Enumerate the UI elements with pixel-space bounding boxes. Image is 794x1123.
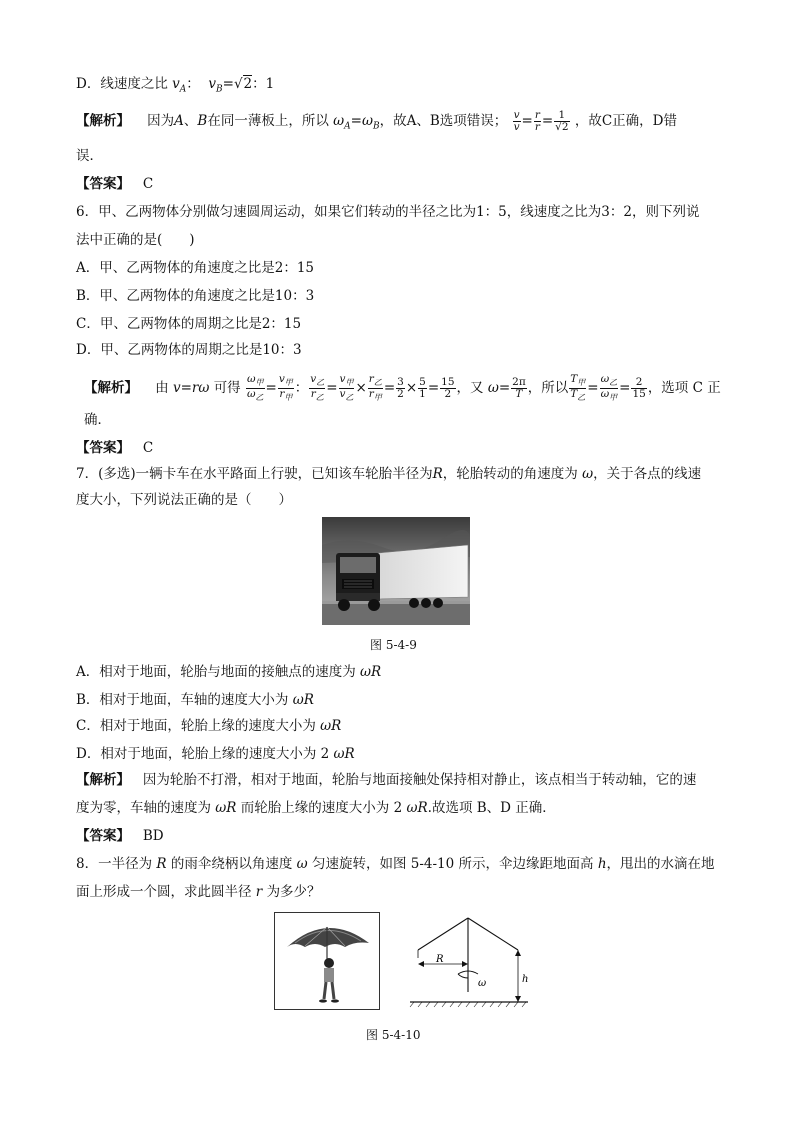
fraction <box>396 377 405 400</box>
text: 因为 <box>147 113 175 129</box>
text: 因为轮胎不打滑，相对于地面，轮胎与地面接触处保持相对静止，该点相当于转动轴，它的速 <box>142 772 697 788</box>
text: 为多少？ <box>266 884 321 900</box>
symbol: r <box>368 373 374 385</box>
subscript: 甲 <box>609 393 618 403</box>
subscript: 甲 <box>345 378 354 388</box>
subscript: A <box>344 121 351 132</box>
symbol: h <box>597 856 607 872</box>
fraction <box>631 377 646 400</box>
subscript: B <box>216 84 223 95</box>
symbol: B <box>197 113 208 129</box>
figure-caption: 图 5-4-9 <box>370 638 417 652</box>
numerator <box>309 374 325 389</box>
denominator <box>368 389 383 403</box>
q8-stem <box>76 854 715 874</box>
q7-answer <box>76 826 164 846</box>
text: D．相对于地面，轮胎上缘的速度大小为 2 <box>76 746 330 762</box>
denominator: r <box>534 121 540 133</box>
denominator: v <box>513 121 520 133</box>
fraction <box>339 374 355 403</box>
subscript: 乙 <box>345 393 354 403</box>
subscript: 乙 <box>373 378 382 388</box>
subscript: 乙 <box>609 378 618 388</box>
text: 8．一半径为 <box>76 856 153 872</box>
text: = <box>587 380 599 397</box>
text: ，甩出的水滴在地 <box>606 856 715 872</box>
q6-stem: 6．甲、乙两物体分别做匀速圆周运动，如果它们转动的半径之比为1：5，线速度之比为3：2，则下列说 <box>76 204 700 220</box>
subscript: 乙 <box>315 393 324 403</box>
subscript: 乙 <box>316 378 325 388</box>
fraction <box>309 374 325 403</box>
text: = <box>498 380 511 397</box>
text: × <box>355 380 367 397</box>
subscript: 乙 <box>255 393 264 403</box>
answer-label: 【答案】 <box>76 176 130 192</box>
symbol: r <box>310 388 316 401</box>
prev-analysis: 【解析】 因为A、B在同一薄板上，所以 $\omega_A=\omega_B$，故A、B选项错误； $\frac{v}{v}$ = $\frac{r}{r}$ = $\frac{1}{√2}$ ，故C正确，D错 <box>76 109 677 133</box>
text: D．线速度之比 <box>76 76 168 92</box>
numerator <box>339 374 355 389</box>
answer-value: C <box>142 176 154 192</box>
fraction <box>440 377 455 400</box>
symbol: A <box>174 113 184 129</box>
text: = <box>222 76 234 92</box>
text: A．相对于地面，轮胎与地面的接触点的速度为 <box>76 664 356 680</box>
numerator: 2π <box>512 376 526 389</box>
symbol: ω <box>246 388 256 401</box>
text: × <box>405 380 418 397</box>
symbol: T <box>570 388 578 401</box>
symbol: v <box>339 373 346 385</box>
denominator <box>339 389 355 403</box>
symbol: v <box>208 76 216 92</box>
analysis-label: 【解析】 <box>76 772 130 788</box>
q7-option-a <box>76 662 381 682</box>
q7-option-b <box>76 690 314 710</box>
answer-value: C <box>142 440 154 456</box>
text: 的雨伞绕柄以角速度 <box>170 856 293 872</box>
symbol: R <box>432 466 443 482</box>
symbol: r <box>368 388 374 401</box>
text: = <box>326 380 338 397</box>
denominator: 15 <box>632 388 646 401</box>
answer-label: 【答案】 <box>76 440 130 456</box>
symbol: T <box>570 373 578 385</box>
q6-analysis-cont: 确． <box>84 412 111 428</box>
fraction <box>511 377 527 400</box>
text: = <box>541 113 554 129</box>
text: = <box>619 380 631 397</box>
q6-answer <box>76 438 153 458</box>
text: B．相对于地面，车轴的速度大小为 <box>76 692 289 708</box>
numerator: 1 <box>554 110 569 122</box>
text: 面上形成一个圆，求此圆半径 <box>76 884 252 900</box>
symbol: rω <box>191 380 210 397</box>
symbol: ω <box>600 388 610 401</box>
prev-analysis-cont: 误． <box>76 148 103 164</box>
fraction <box>513 110 521 133</box>
fraction <box>418 377 427 400</box>
subscript: 甲 <box>255 378 264 388</box>
text: ：1 <box>252 76 275 92</box>
symbol: v <box>172 76 180 92</box>
numerator: 3 <box>397 376 404 389</box>
text: ，故A、B选项错误； <box>379 113 508 129</box>
numerator: 5 <box>419 376 426 389</box>
symbol: ω <box>600 373 610 385</box>
q6-option-b: B．甲、乙两物体的角速度之比是10：3 <box>76 288 315 304</box>
subscript: 乙 <box>577 393 586 403</box>
denominator <box>569 389 586 403</box>
symbol: ω <box>296 856 308 872</box>
text: ，故C正确，D错 <box>574 113 677 129</box>
subscript: 甲 <box>284 378 293 388</box>
truck-photo <box>322 517 470 625</box>
text: ，选项 C 正 <box>647 380 721 397</box>
symbol: v <box>278 373 285 385</box>
symbol: ωR <box>360 664 382 680</box>
fraction <box>600 374 619 403</box>
symbol: ω <box>361 113 373 129</box>
text: = <box>350 113 362 129</box>
subscript: B <box>372 121 380 132</box>
label-omega: ω <box>478 978 487 989</box>
text: ，所以 <box>527 380 569 397</box>
symbol: ωR <box>292 692 314 708</box>
text: ： <box>294 380 309 397</box>
symbol: ω <box>487 380 499 397</box>
radicand: 2 <box>243 76 253 92</box>
denominator: T <box>515 388 523 401</box>
text: C．相对于地面，轮胎上缘的速度大小为 <box>76 718 316 734</box>
analysis-label: 【解析】 <box>76 113 130 129</box>
symbol: ωR <box>406 800 428 816</box>
q6-option-a: A．甲、乙两物体的角速度之比是2：15 <box>76 260 315 276</box>
denominator: √2 <box>555 121 569 133</box>
text: 可得 <box>213 380 241 397</box>
symbol: ω <box>582 466 594 482</box>
text: = <box>180 380 192 397</box>
prev-answer <box>76 174 153 194</box>
text: 匀速旋转，如图 5-4-10 所示，伞边缘距地面高 <box>311 856 594 872</box>
q7-option-c <box>76 716 341 736</box>
analysis-label: 【解析】 <box>84 380 138 397</box>
text: = <box>383 380 396 397</box>
answer-value: BD <box>142 828 164 844</box>
subscript: 甲 <box>284 393 293 403</box>
subscript: 甲 <box>373 393 382 403</box>
figure-caption: 图 5-4-10 <box>366 1028 421 1042</box>
text: 度为零，车轴的速度为 <box>76 800 211 816</box>
denominator: 2 <box>397 388 404 401</box>
denominator <box>246 389 265 403</box>
symbol: ω <box>333 113 345 129</box>
text: ，又 <box>456 380 484 397</box>
numerator: 2 <box>631 377 646 389</box>
text: = <box>521 113 533 129</box>
numerator: 15 <box>441 376 455 389</box>
numerator <box>278 374 294 389</box>
umbrella-diagram <box>404 912 534 1012</box>
subscript: A <box>179 84 187 95</box>
numerator <box>246 374 265 389</box>
fraction <box>534 110 541 133</box>
q7-analysis <box>76 770 696 790</box>
text: 由 <box>155 380 169 397</box>
q6-option-d: D．甲、乙两物体的周期之比是10：3 <box>76 342 302 358</box>
text: ： <box>186 76 200 92</box>
symbol: ωR <box>215 800 237 816</box>
numerator <box>600 374 619 389</box>
q7-stem-cont: 度大小，下列说法正确的是（ ） <box>76 492 292 508</box>
symbol: R <box>156 856 167 872</box>
q8-stem-cont <box>76 882 321 902</box>
fraction <box>368 374 383 403</box>
umbrella-photo <box>274 912 380 1010</box>
numerator: v <box>513 109 520 121</box>
q6-option-c: C．甲、乙两物体的周期之比是2：15 <box>76 316 302 332</box>
symbol: v <box>310 373 317 385</box>
sqrt-sign: √ <box>233 76 243 92</box>
fraction <box>278 374 294 403</box>
numerator: r <box>534 109 540 121</box>
fraction <box>569 374 586 403</box>
text: 7．(多选)一辆卡车在水平路面上行驶，已知该车轮胎半径为 <box>76 466 433 482</box>
fraction <box>246 374 265 403</box>
q7-option-d <box>76 744 355 764</box>
symbol: v <box>339 388 346 401</box>
symbol: ωR <box>320 718 342 734</box>
prev-option-d <box>76 74 274 100</box>
text: .故选项 B、D 正确． <box>427 800 556 816</box>
text: = <box>427 380 440 397</box>
denominator <box>600 389 619 403</box>
denominator <box>278 389 294 403</box>
text: ，轮胎转动的角速度为 <box>442 466 578 482</box>
fraction <box>554 110 569 133</box>
q7-analysis-cont <box>76 798 556 818</box>
text: 而轮胎上缘的速度大小为 2 <box>240 800 403 816</box>
symbol: v <box>172 380 181 397</box>
answer-label: 【答案】 <box>76 828 130 844</box>
symbol: r <box>255 884 263 900</box>
q7-stem <box>76 464 701 484</box>
denominator: 1 <box>419 388 426 401</box>
text: ，关于各点的线速 <box>593 466 702 482</box>
symbol: ω <box>246 373 256 385</box>
q6-stem-cont: 法中正确的是( ) <box>76 232 195 248</box>
symbol: ωR <box>333 746 355 762</box>
denominator <box>309 389 325 403</box>
q6-analysis <box>84 374 721 403</box>
subscript: 甲 <box>577 378 586 388</box>
symbol: r <box>279 388 285 401</box>
label-h: h <box>522 974 529 985</box>
label-r: R <box>436 954 444 965</box>
numerator <box>368 374 383 389</box>
text: = <box>265 380 277 397</box>
denominator: 2 <box>444 388 452 401</box>
numerator <box>569 374 586 389</box>
text: 在同一薄板上，所以 <box>207 113 329 129</box>
